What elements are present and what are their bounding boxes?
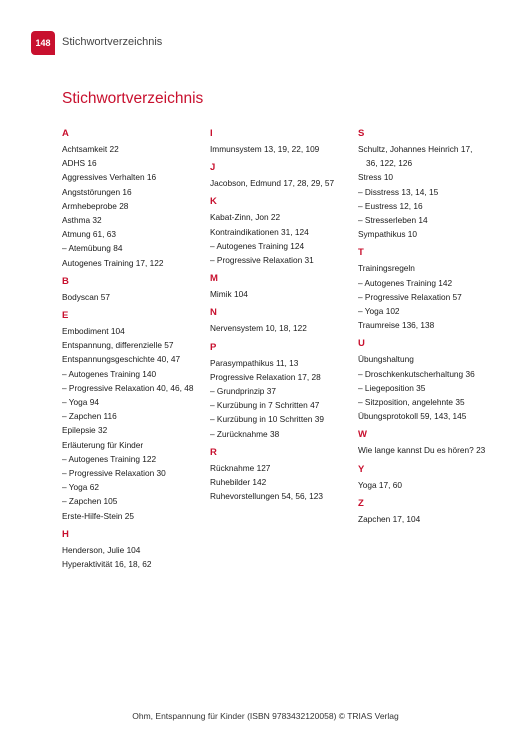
index-letter-heading: E [62,310,69,322]
index-group-z [358,498,508,526]
index-subentry: – Zapchen 116 [62,409,207,423]
index-entry: Autogenes Training 17, 122 [62,257,164,268]
index-subentry: – Kurzübung in 7 Schritten 47 [210,398,355,412]
index-subentry: – Yoga 94 [62,395,207,409]
index-entry: Zapchen 17, 104 [358,513,421,524]
index-entry: Stress 10 [358,172,394,183]
index-group-u [358,338,508,423]
index-group-t [358,247,508,332]
index-entry: 36, 122, 126 [366,158,413,169]
index-subentry: – Atemübung 84 [62,241,207,255]
index-entry: Erste-Hilfe-Stein 25 [62,510,134,521]
index-group-m [210,273,355,301]
index-subentry: – Stresserleben 14 [358,213,508,227]
index-subentry: – Liegeposition 35 [358,381,508,395]
index-letter-heading: J [210,162,216,174]
index-entry: Entspannungsgeschichte 40, 47 [62,354,181,365]
index-entry: Yoga 17, 60 [358,479,402,490]
index-entry: Henderson, Julie 104 [62,544,141,555]
index-letter-heading: P [210,341,217,353]
index-entry: Angststörungen 16 [62,186,132,197]
index-entry: Aggressives Verhalten 16 [62,172,157,183]
index-group-i [210,128,355,156]
index-entry: Atmung 61, 63 [62,229,116,240]
index-letter-heading: I [210,128,213,139]
index-entry: ADHS 16 [62,158,97,169]
index-subentry: – Eustress 12, 16 [358,199,508,213]
index-entry: Embodiment 104 [62,326,125,337]
footer-citation: Ohm, Entspannung für Kinder (ISBN 9783432120058) © TRIAS Verlag [132,711,399,721]
index-group-e [62,310,207,523]
index-group-n [210,307,355,335]
index-entry: Kabat-Zinn, Jon 22 [210,212,281,223]
index-subentry: – Disstress 13, 14, 15 [358,185,508,199]
index-letter-heading: M [210,273,218,285]
index-letter-heading: A [62,128,69,139]
index-entry: Wie lange kannst Du es hören? 23 [358,445,486,456]
index-group-w [358,429,508,457]
index-entry: Traumreise 136, 138 [358,320,435,331]
index-subentry: – Progressive Relaxation 40, 46, 48 [62,381,207,395]
index-entry: Übungsprotokoll 59, 143, 145 [358,411,467,422]
index-group-s [358,128,508,241]
index-entry: Übungshaltung [358,354,414,365]
index-group-h [62,529,207,571]
index-subentry: – Autogenes Training 122 [62,452,207,466]
index-subentry: – Zurücknahme 38 [210,427,355,441]
index-group-y [358,464,508,492]
index-letter-heading: R [210,446,217,458]
index-letter-heading: U [358,338,365,350]
index-entry: Ruhebilder 142 [210,477,267,488]
index-entry: Trainingsregeln [358,263,415,274]
index-column-2 [210,128,355,509]
index-entry: Entspannung, differenzielle 57 [62,340,174,351]
index-subentry: – Autogenes Training 140 [62,367,207,381]
index-subentry: – Autogenes Training 142 [358,276,508,290]
index-entry: Progressive Relaxation 17, 28 [210,371,321,382]
index-subentry: – Sitzposition, angelehnte 35 [358,395,508,409]
index-subentry: – Progressive Relaxation 57 [358,290,508,304]
index-group-r [210,447,355,504]
index-letter-heading: Y [358,463,365,475]
index-group-b [62,276,207,304]
index-entry: Schultz, Johannes Heinrich 17, [358,144,473,154]
index-entry: Immunsystem 13, 19, 22, 109 [210,144,320,154]
index-letter-heading: H [62,528,69,540]
page-title: Stichwortverzeichnis [62,90,204,107]
index-entry: Achtsamkeit 22 [62,144,119,154]
index-letter-heading: S [358,128,365,139]
index-entry: Rücknahme 127 [210,462,271,473]
index-subentry: – Kurzübung in 10 Schritten 39 [210,412,355,426]
running-header: Stichwortverzeichnis [62,36,163,48]
index-subentry: – Droschkenkutscherhaltung 36 [358,367,508,381]
page-number-badge: 148 [31,31,55,55]
index-letter-heading: Z [358,497,364,509]
index-subentry: – Autogenes Training 124 [210,239,355,253]
index-entry: Epilepsie 32 [62,425,108,436]
index-letter-heading: B [62,275,69,287]
index-entry: Mimik 104 [210,289,248,300]
index-subentry: – Yoga 62 [62,480,207,494]
index-letter-heading: T [358,247,364,259]
index-entry: Kontraindikationen 31, 124 [210,226,309,237]
index-subentry: – Zapchen 105 [62,494,207,508]
index-group-j [210,162,355,190]
index-subentry: – Progressive Relaxation 30 [62,466,207,480]
index-entry: Armhebeprobe 28 [62,200,129,211]
index-letter-heading: N [210,307,217,319]
index-entry: Asthma 32 [62,215,102,226]
index-column-3 [358,128,508,532]
index-entry: Bodyscan 57 [62,291,110,302]
index-entry: Sympathikus 10 [358,229,418,240]
index-subentry: – Grundprinzip 37 [210,384,355,398]
index-entry: Ruhevorstellungen 54, 56, 123 [210,491,324,502]
index-group-k [210,196,355,267]
index-entry: Hyperaktivität 16, 18, 62 [62,559,152,570]
index-subentry: – Yoga 102 [358,304,508,318]
index-entry: Nervensystem 10, 18, 122 [210,323,307,334]
index-letter-heading: K [210,196,217,208]
index-entry: Erläuterung für Kinder [62,439,144,450]
index-subentry: – Progressive Relaxation 31 [210,253,355,267]
index-column-1 [62,128,207,577]
index-entry: Jacobson, Edmund 17, 28, 29, 57 [210,178,335,189]
index-group-a [62,128,207,270]
index-letter-heading: W [358,429,367,441]
index-group-p [210,342,355,441]
index-entry: Parasympathikus 11, 13 [210,357,299,368]
